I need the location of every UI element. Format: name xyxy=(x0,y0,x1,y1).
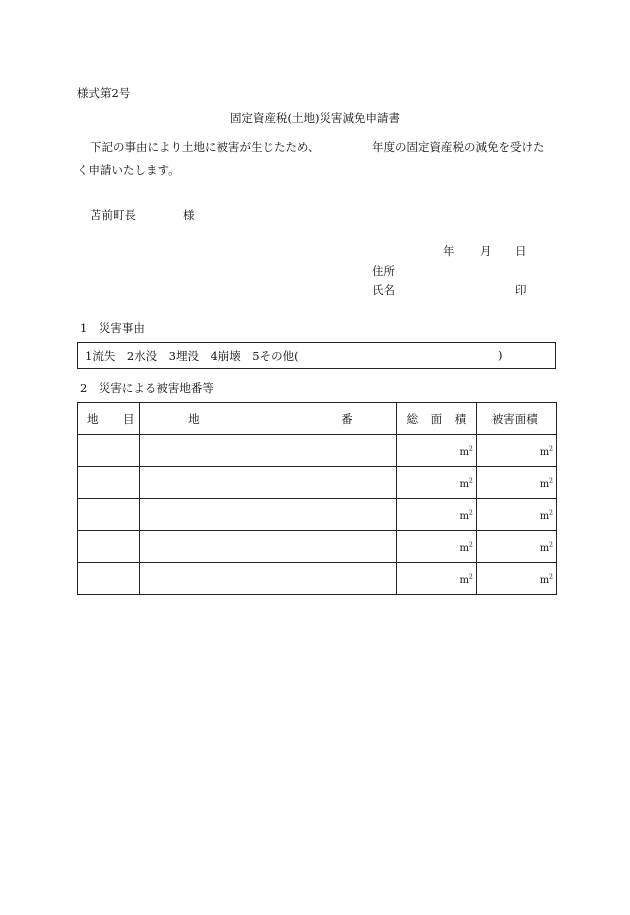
unit-m: m xyxy=(459,574,469,586)
chiban-cell xyxy=(140,435,397,467)
damaged-area-cell xyxy=(476,531,556,563)
chimoku-cell xyxy=(78,467,140,499)
intro-text-2: 年度の固定資産税の減免を受けた xyxy=(372,140,545,154)
damaged-area-cell xyxy=(476,499,556,531)
chiban-cell xyxy=(140,499,397,531)
total-area-cell xyxy=(396,499,476,531)
table-header-row xyxy=(78,403,557,435)
header-chimoku-char-1: 地 xyxy=(87,412,99,426)
square-meter-unit xyxy=(540,543,553,554)
intro-text-1: 下記の事由により土地に被害が生じたため、 xyxy=(90,140,320,154)
unit-superscript: 2 xyxy=(468,541,473,549)
table-row xyxy=(78,467,557,499)
table-row xyxy=(78,563,557,595)
header-chimoku xyxy=(78,403,140,435)
chiban-cell xyxy=(140,467,397,499)
square-meter-unit xyxy=(460,575,473,586)
square-meter-unit xyxy=(460,447,473,458)
header-total-char-1: 総 xyxy=(406,412,419,426)
unit-m: m xyxy=(539,542,550,554)
damaged-area-cell xyxy=(476,435,556,467)
date-month-label: 月 xyxy=(480,244,492,258)
total-area-cell xyxy=(396,435,476,467)
section1-heading: 1 災害事由 xyxy=(80,321,145,335)
section2-heading: 2 災害による被害地番等 xyxy=(80,381,214,395)
unit-superscript: 2 xyxy=(549,477,553,485)
unit-superscript: 2 xyxy=(468,573,473,581)
header-chiban-char-2: 番 xyxy=(341,412,353,426)
total-area-cell xyxy=(396,531,476,563)
document-title: 固定資産税(土地)災害減免申請書 xyxy=(230,111,400,125)
date-year-label: 年 xyxy=(443,244,455,258)
unit-superscript: 2 xyxy=(549,445,553,453)
chiban-cell xyxy=(140,563,397,595)
table-row xyxy=(78,435,557,467)
disaster-reason-box xyxy=(77,342,556,369)
damaged-area-cell xyxy=(476,467,556,499)
unit-m: m xyxy=(539,574,550,586)
table-row xyxy=(78,499,557,531)
disaster-reason-close: ) xyxy=(498,348,503,362)
addressee-suffix: 様 xyxy=(183,208,195,222)
chiban-cell xyxy=(140,531,397,563)
unit-superscript: 2 xyxy=(468,477,473,485)
unit-m: m xyxy=(459,510,469,522)
disaster-reason-options: 1流失 2水没 3埋没 4崩壊 5その他( xyxy=(85,349,299,363)
unit-m: m xyxy=(459,446,469,458)
unit-superscript: 2 xyxy=(549,509,553,517)
addressee-name: 苫前町長 xyxy=(90,208,136,222)
damaged-area-cell xyxy=(476,563,556,595)
unit-m: m xyxy=(539,478,550,490)
total-area-cell xyxy=(396,563,476,595)
square-meter-unit xyxy=(460,543,473,554)
total-area-cell xyxy=(396,467,476,499)
chimoku-cell xyxy=(78,531,140,563)
header-chiban xyxy=(140,403,397,435)
unit-m: m xyxy=(459,542,469,554)
name-label: 氏名 xyxy=(372,283,395,297)
damaged-parcels-table xyxy=(77,402,557,595)
unit-m: m xyxy=(539,510,550,522)
header-chiban-char-1: 地 xyxy=(188,412,200,426)
header-damaged-label: 被害面積 xyxy=(491,412,538,426)
square-meter-unit xyxy=(540,511,553,522)
header-total-char-3: 積 xyxy=(454,412,467,426)
form-number: 様式第2号 xyxy=(77,86,131,100)
chimoku-cell xyxy=(78,435,140,467)
header-chimoku-char-2: 目 xyxy=(123,412,135,426)
unit-superscript: 2 xyxy=(549,573,553,581)
unit-superscript: 2 xyxy=(468,445,473,453)
header-damaged-area xyxy=(476,403,556,435)
square-meter-unit xyxy=(540,575,553,586)
chimoku-cell xyxy=(78,563,140,595)
intro-text-3: く申請いたします。 xyxy=(77,163,180,177)
square-meter-unit xyxy=(540,479,553,490)
square-meter-unit xyxy=(460,511,473,522)
unit-m: m xyxy=(459,478,469,490)
unit-m: m xyxy=(539,446,550,458)
square-meter-unit xyxy=(540,447,553,458)
unit-superscript: 2 xyxy=(549,541,553,549)
seal-label: 印 xyxy=(515,283,527,297)
header-total-char-2: 面 xyxy=(430,412,443,426)
address-label: 住所 xyxy=(372,264,395,278)
header-total-area xyxy=(396,403,476,435)
date-day-label: 日 xyxy=(515,244,527,258)
square-meter-unit xyxy=(460,479,473,490)
unit-superscript: 2 xyxy=(468,509,473,517)
chimoku-cell xyxy=(78,499,140,531)
table-row xyxy=(78,531,557,563)
